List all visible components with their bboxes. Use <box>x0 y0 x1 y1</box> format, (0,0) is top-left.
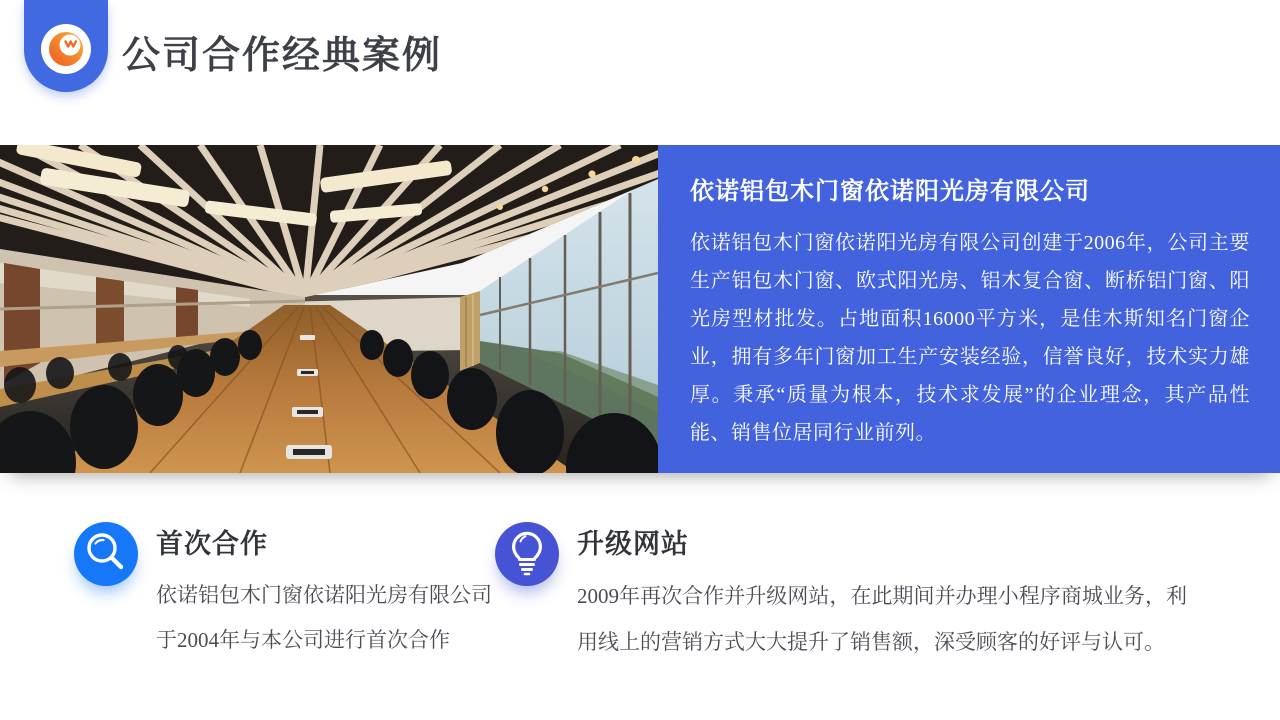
office-photo <box>0 145 658 473</box>
feature-body: 依诺铝包木门窗依诺阳光房有限公司于2004年与本公司进行首次合作 <box>156 583 492 652</box>
panel-body: 依诺铝包木门窗依诺阳光房有限公司创建于2006年，公司主要生产铝包木门窗、欧式阳光房、铝木复合窗、断桥铝门窗、阳光房型材批发。占地面积16000平方米，是佳木斯知名门窗企业，拥有多年门窗加工生产安装经验，信誉良好，技术实力雄厚。秉承“质量为根本，技术求发展”的企业理念，其产品性能、销售位居同行业前列。 <box>690 232 1250 444</box>
panel-heading: 依诺铝包木门窗依诺阳光房有限公司 <box>690 179 1090 205</box>
logo-badge <box>24 0 108 92</box>
company-logo-icon <box>46 29 86 69</box>
logo-circle <box>41 24 91 74</box>
page-title: 公司合作经典案例 <box>122 35 443 77</box>
feature-title: 升级网站 <box>577 529 689 559</box>
feature-title: 首次合作 <box>156 529 268 559</box>
info-panel <box>658 145 1280 473</box>
magnifier-icon <box>74 522 138 586</box>
feature-first-cooperation <box>74 520 492 663</box>
lightbulb-icon <box>495 522 559 586</box>
feature-website-upgrade <box>495 520 1187 665</box>
media-row <box>0 145 1280 473</box>
feature-body: 2009年再次合作并升级网站，在此期间并办理小程序商城业务，利用线上的营销方式大大提升了销售额，深受顾客的好评与认可。 <box>577 584 1187 654</box>
